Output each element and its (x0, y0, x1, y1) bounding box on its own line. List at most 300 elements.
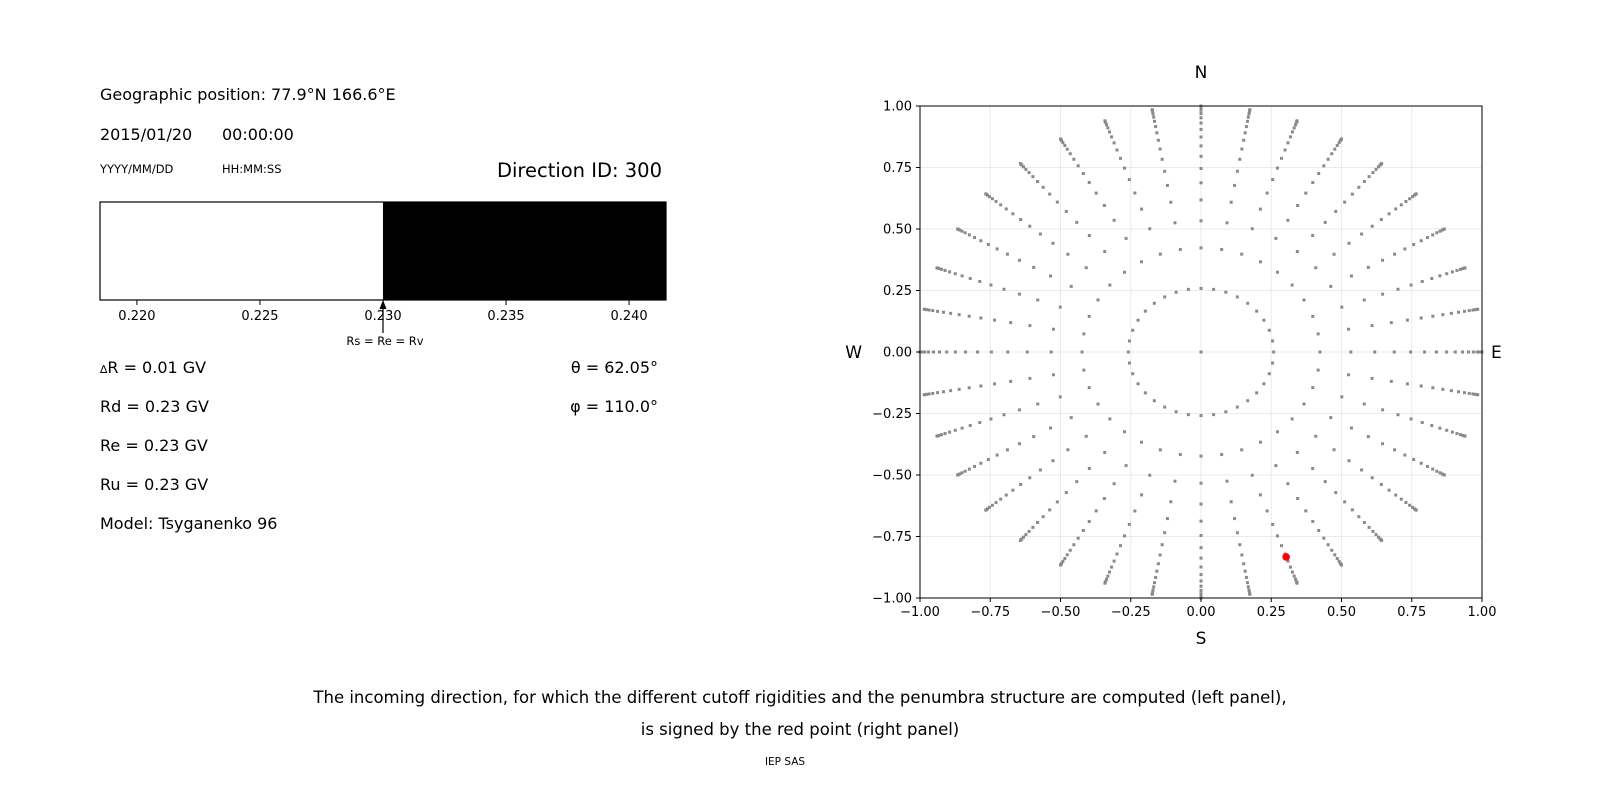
direction-dot (1005, 494, 1008, 497)
direction-dot (1371, 377, 1374, 380)
direction-dot (1103, 497, 1106, 500)
direction-dot (1415, 509, 1418, 512)
direction-dot (1371, 225, 1374, 228)
direction-dot (1314, 266, 1317, 269)
direction-dot (1200, 534, 1203, 537)
direction-dot (1289, 135, 1292, 138)
direction-dot (1351, 193, 1354, 196)
direction-dot (1051, 459, 1054, 462)
direction-dot (1200, 122, 1203, 125)
direction-dot (1103, 119, 1106, 122)
direction-dot (1371, 530, 1374, 533)
direction-dot (1200, 455, 1203, 458)
direction-dot (1049, 427, 1052, 430)
direction-dot (1400, 203, 1403, 206)
direction-dot (1144, 310, 1147, 313)
value-row (100, 514, 658, 534)
direction-dot (1291, 284, 1294, 287)
direction-dot (1028, 171, 1031, 174)
direction-dot (961, 427, 964, 430)
direction-dot (1404, 200, 1407, 203)
direction-dot (996, 247, 999, 250)
direction-dot (1200, 112, 1203, 115)
direction-dot (1463, 310, 1466, 313)
direction-dot (932, 351, 935, 354)
direction-dot (1430, 424, 1433, 427)
direction-dot (927, 351, 930, 354)
direction-dot (964, 470, 967, 473)
direction-dot (1113, 141, 1116, 144)
direction-dot (1200, 573, 1203, 576)
direction-dot (1363, 298, 1366, 301)
direction-dot (1262, 382, 1265, 385)
direction-dot (991, 504, 994, 507)
direction-dot (1116, 553, 1119, 556)
direction-dot (1286, 482, 1289, 485)
direction-dot (1476, 308, 1479, 311)
direction-dot (1163, 531, 1166, 534)
direction-dot (949, 389, 952, 392)
direction-dot (1155, 131, 1158, 134)
direction-dot (1113, 560, 1116, 563)
direction-dot (961, 274, 964, 277)
direction-dot (1343, 201, 1346, 204)
direction-dot (1347, 373, 1350, 376)
direction-dot (1245, 125, 1248, 128)
direction-dot (1187, 288, 1190, 291)
direction-dot (1242, 562, 1245, 565)
direction-dot (989, 417, 992, 420)
direction-dot (996, 454, 999, 457)
direction-dot (1082, 172, 1085, 175)
x-axis-tick-label: 0.50 (1327, 605, 1356, 620)
direction-dot (1390, 380, 1393, 383)
direction-dot (1296, 451, 1299, 454)
direction-dot (1200, 181, 1203, 184)
direction-dot (1088, 315, 1091, 318)
value-row (100, 358, 658, 380)
direction-dot (1157, 562, 1160, 565)
direction-dot (1360, 468, 1363, 471)
direction-dot (1259, 260, 1262, 263)
direction-dot (979, 239, 982, 242)
y-axis-tick-label: 0.50 (883, 222, 912, 238)
direction-dot (1461, 351, 1464, 354)
direction-dot (1324, 480, 1327, 483)
direction-dot (1467, 351, 1470, 354)
direction-dot (1236, 406, 1239, 409)
direction-dot (1200, 585, 1203, 588)
direction-dot (1340, 137, 1343, 140)
date-text: 2015/01/20 (100, 125, 193, 144)
direction-dot (958, 388, 961, 391)
direction-dot (1152, 116, 1155, 119)
direction-dot (1233, 517, 1236, 520)
direction-dot (1153, 399, 1156, 402)
x-axis-tick-label: 1.00 (1467, 605, 1497, 620)
direction-dot (948, 431, 951, 434)
direction-dot (1435, 351, 1438, 354)
direction-dot (1471, 309, 1474, 312)
direction-dot (1322, 537, 1325, 540)
direction-dot (1266, 192, 1269, 195)
direction-dot (1406, 319, 1409, 322)
direction-dot (1336, 557, 1339, 560)
direction-dot (1248, 108, 1251, 111)
direction-dot (999, 498, 1002, 501)
direction-dot (1049, 274, 1052, 277)
direction-dot (1003, 413, 1006, 416)
direction-dot (1454, 351, 1457, 354)
direction-dot (1096, 403, 1099, 406)
direction-dot (1304, 192, 1307, 195)
direction-dot (984, 192, 987, 195)
direction-dot (1226, 221, 1229, 224)
direction-dot (1059, 306, 1062, 309)
direction-dot (1390, 321, 1393, 324)
direction-dot (1388, 489, 1391, 492)
direction-dot (1103, 204, 1106, 207)
direction-dot (1380, 483, 1383, 486)
direction-dot (978, 280, 981, 283)
direction-dot (969, 424, 972, 427)
direction-dot (1048, 193, 1051, 196)
penumbra-axis-tick-label: 0.230 (364, 309, 402, 324)
direction-dot (1224, 410, 1227, 413)
direction-dot (1247, 585, 1250, 588)
direction-dot (1056, 500, 1059, 503)
direction-dot (1408, 504, 1411, 507)
x-axis-tick-label: 0.00 (1186, 605, 1216, 620)
direction-dot (1103, 582, 1106, 585)
y-axis-tick-label: 0.00 (883, 345, 912, 361)
direction-dot (1066, 553, 1069, 556)
direction-dot (1333, 253, 1336, 256)
direction-dot (1317, 172, 1320, 175)
direction-dot (1151, 593, 1154, 596)
direction-dot (1154, 125, 1157, 128)
direction-dot (1108, 417, 1111, 420)
direction-dot (1455, 269, 1458, 272)
direction-dot (1317, 332, 1320, 335)
direction-dot (1443, 228, 1446, 231)
direction-dot (1334, 210, 1337, 213)
direction-dot (1128, 362, 1131, 365)
direction-dot (1106, 126, 1109, 129)
direction-dot (1420, 384, 1423, 387)
direction-dot (1420, 317, 1423, 320)
direction-dot (1476, 393, 1479, 396)
direction-dot (1393, 253, 1396, 256)
direction-dot (1293, 575, 1296, 578)
direction-dot (1368, 526, 1371, 529)
direction-dot (1457, 390, 1460, 393)
direction-dot (969, 277, 972, 280)
direction-dot (1262, 319, 1265, 322)
direction-dot (1420, 239, 1423, 242)
direction-dot (1357, 186, 1360, 189)
direction-dot (1153, 120, 1156, 123)
direction-dot (1140, 441, 1143, 444)
direction-dot (1296, 119, 1299, 122)
direction-dot (1140, 208, 1143, 211)
direction-dot (1271, 362, 1274, 365)
direction-dot (1291, 130, 1294, 133)
direction-dot (1212, 413, 1215, 416)
time-format-label: HH:MM:SS (222, 162, 282, 176)
direction-dot (1330, 152, 1333, 155)
direction-dot (1031, 175, 1034, 178)
direction-dot (1322, 164, 1325, 167)
direction-dot (989, 284, 992, 287)
direction-dot (1200, 414, 1203, 417)
direction-dot (1311, 467, 1314, 470)
direction-dot (1179, 453, 1182, 456)
direction-dot (1348, 242, 1351, 245)
direction-dot (1230, 500, 1233, 503)
y-axis-tick-label: −0.75 (872, 530, 912, 545)
direction-dot (1127, 351, 1130, 354)
direction-dot (1028, 225, 1031, 228)
direction-dot (1131, 372, 1134, 375)
direction-dot (942, 390, 945, 393)
direction-dot (936, 310, 939, 313)
direction-dot (1236, 170, 1239, 173)
direction-dot (1028, 530, 1031, 533)
direction-dot (949, 312, 952, 315)
direction-dot (1324, 221, 1327, 224)
direction-dot (1311, 386, 1314, 389)
direction-dot (1283, 148, 1286, 151)
direction-dot (1242, 139, 1245, 142)
direction-dot (1036, 180, 1039, 183)
direction-dot (1276, 167, 1279, 170)
direction-dot (976, 351, 979, 354)
direction-dot (1075, 221, 1078, 224)
direction-dot (1116, 148, 1119, 151)
direction-dot (1464, 435, 1467, 438)
direction-dot (1304, 509, 1307, 512)
direction-dot (1333, 553, 1336, 556)
direction-dot (1018, 408, 1021, 411)
direction-dot (1236, 295, 1239, 298)
direction-dot (1238, 158, 1241, 161)
direction-dot (1421, 421, 1424, 424)
direction-dot (1246, 581, 1249, 584)
direction-dot (984, 509, 987, 512)
direction-dot (1159, 148, 1162, 151)
direction-dot (1435, 470, 1438, 473)
direction-dot (1238, 543, 1241, 546)
direction-dot (1289, 566, 1292, 569)
direction-dot (1340, 306, 1343, 309)
time-text: 00:00:00 (222, 125, 294, 144)
direction-dot (954, 429, 957, 432)
direction-dot (928, 392, 931, 395)
direction-dot (1200, 557, 1203, 560)
direction-dot (1271, 178, 1274, 181)
caption-line-1: The incoming direction, for which the different cutoff rigidities and the penumbra structure are computed (left panel), (313, 688, 1287, 707)
direction-dot (979, 384, 982, 387)
direction-dot (1169, 201, 1172, 204)
direction-dot (1173, 480, 1176, 483)
direction-dot (1005, 207, 1008, 210)
direction-dot (1420, 462, 1423, 465)
y-axis-tick-label: −0.50 (872, 468, 912, 484)
direction-dot (1140, 493, 1143, 496)
direction-dot (1396, 288, 1399, 291)
direction-dot (1350, 274, 1353, 277)
direction-dot (1123, 167, 1126, 170)
direction-dot (1123, 534, 1126, 537)
direction-dot (923, 351, 926, 354)
value-row (100, 397, 658, 417)
direction-dot (1393, 448, 1396, 451)
compass-label-west: W (845, 343, 862, 363)
direction-dot (1412, 458, 1415, 461)
direction-dot (1431, 386, 1434, 389)
direction-dot (1311, 315, 1314, 318)
direction-dot (1166, 184, 1169, 187)
direction-dot (1200, 589, 1203, 592)
direction-dot (1200, 167, 1203, 170)
direction-dot (1144, 391, 1147, 394)
direction-dot (1471, 392, 1474, 395)
direction-dot (999, 203, 1002, 206)
penumbra-axis-tick-label: 0.225 (241, 309, 279, 324)
direction-dot (928, 309, 931, 312)
direction-dot (1248, 593, 1251, 596)
direction-dot (1317, 369, 1320, 372)
direction-dot (1455, 432, 1458, 435)
direction-dot (1032, 435, 1035, 438)
direction-dot (1327, 543, 1330, 546)
direction-dot (1110, 566, 1113, 569)
direction-dot (973, 465, 976, 468)
direction-dot (1077, 537, 1080, 540)
direction-dot (1468, 392, 1471, 395)
y-axis-tick-label: 0.25 (883, 284, 912, 299)
direction-dot (1125, 464, 1128, 467)
selected-direction-point (1282, 553, 1290, 561)
direction-dot (987, 458, 990, 461)
value-left (100, 358, 206, 377)
direction-dot (1381, 408, 1384, 411)
direction-dot (1179, 248, 1182, 251)
direction-dot (1187, 413, 1190, 416)
direction-dot (938, 351, 941, 354)
direction-dot (1148, 474, 1151, 477)
direction-dot (1042, 515, 1045, 518)
direction-dot (958, 313, 961, 316)
direction-dot (1381, 442, 1384, 445)
direction-dot (978, 421, 981, 424)
direction-dot (1367, 435, 1370, 438)
y-axis-tick-label: −0.25 (872, 407, 912, 422)
y-axis-tick-label: 1.00 (883, 99, 912, 115)
direction-dot (1200, 219, 1203, 222)
direction-dot (1108, 571, 1111, 574)
direction-dot (1276, 534, 1279, 537)
direction-dot (1200, 136, 1203, 139)
direction-dot (1280, 544, 1283, 547)
direction-dot (1200, 565, 1203, 568)
direction-dot (1059, 564, 1062, 567)
direction-dot (1119, 157, 1122, 160)
direction-dot (1415, 192, 1418, 195)
x-axis-tick-label: −0.25 (1110, 605, 1151, 620)
direction-dot (1108, 284, 1111, 287)
direction-dot (1371, 476, 1374, 479)
direction-plot (830, 30, 1530, 660)
direction-dot (1011, 489, 1014, 492)
direction-dot (1445, 429, 1448, 432)
direction-dot (1268, 372, 1271, 375)
direction-dot (1082, 529, 1085, 532)
direction-dot (1088, 467, 1091, 470)
direction-dot (1153, 302, 1156, 305)
direction-dot (1095, 509, 1098, 512)
direction-dot (1240, 148, 1243, 151)
direction-dot (1245, 576, 1248, 579)
date-format-label: YYYY/MM/DD (100, 162, 174, 176)
direction-dot (1247, 116, 1250, 119)
direction-dot (1161, 543, 1164, 546)
direction-dot (1072, 543, 1075, 546)
direction-dot (931, 392, 934, 395)
direction-dot (1388, 212, 1391, 215)
value-left-text: Ru = 0.23 GV (100, 475, 209, 494)
direction-dot (1445, 351, 1448, 354)
direction-dot (1431, 315, 1434, 318)
annotation-arrow-head (380, 300, 387, 309)
direction-dot (1296, 582, 1299, 585)
direction-dot (1394, 494, 1397, 497)
direction-dot (1110, 135, 1113, 138)
value-left-text: Rd = 0.23 GV (100, 397, 209, 416)
direction-dot (1240, 448, 1243, 451)
direction-dot (1426, 465, 1429, 468)
value-left-text: R = 0.01 GV (107, 358, 207, 377)
direction-dot (1451, 431, 1454, 434)
direction-dot (1293, 126, 1296, 129)
direction-dot (935, 435, 938, 438)
direction-dot (1095, 192, 1098, 195)
direction-dot (1113, 219, 1116, 222)
direction-dot (1291, 417, 1294, 420)
penumbra-white-band (100, 202, 383, 300)
direction-dot (1380, 218, 1383, 221)
direction-dot (1410, 417, 1413, 420)
direction-dot (1435, 231, 1438, 234)
direction-dot (995, 501, 998, 504)
direction-dot (1240, 253, 1243, 256)
direction-dot (1441, 388, 1444, 391)
direction-dot (964, 351, 967, 354)
x-axis-tick-label: −1.00 (900, 605, 940, 620)
direction-dot (1169, 500, 1172, 503)
direction-dot (1224, 291, 1227, 294)
direction-dot (1082, 332, 1085, 335)
direction-dot (968, 386, 971, 389)
theta-value: θ = 62.05° (570, 358, 658, 377)
direction-dot (1113, 482, 1116, 485)
direction-dot (1410, 284, 1413, 287)
direction-dot (1059, 395, 1062, 398)
penumbra-axis-tick-label: 0.235 (487, 309, 525, 324)
direction-dot (1175, 410, 1178, 413)
direction-dot (1430, 277, 1433, 280)
